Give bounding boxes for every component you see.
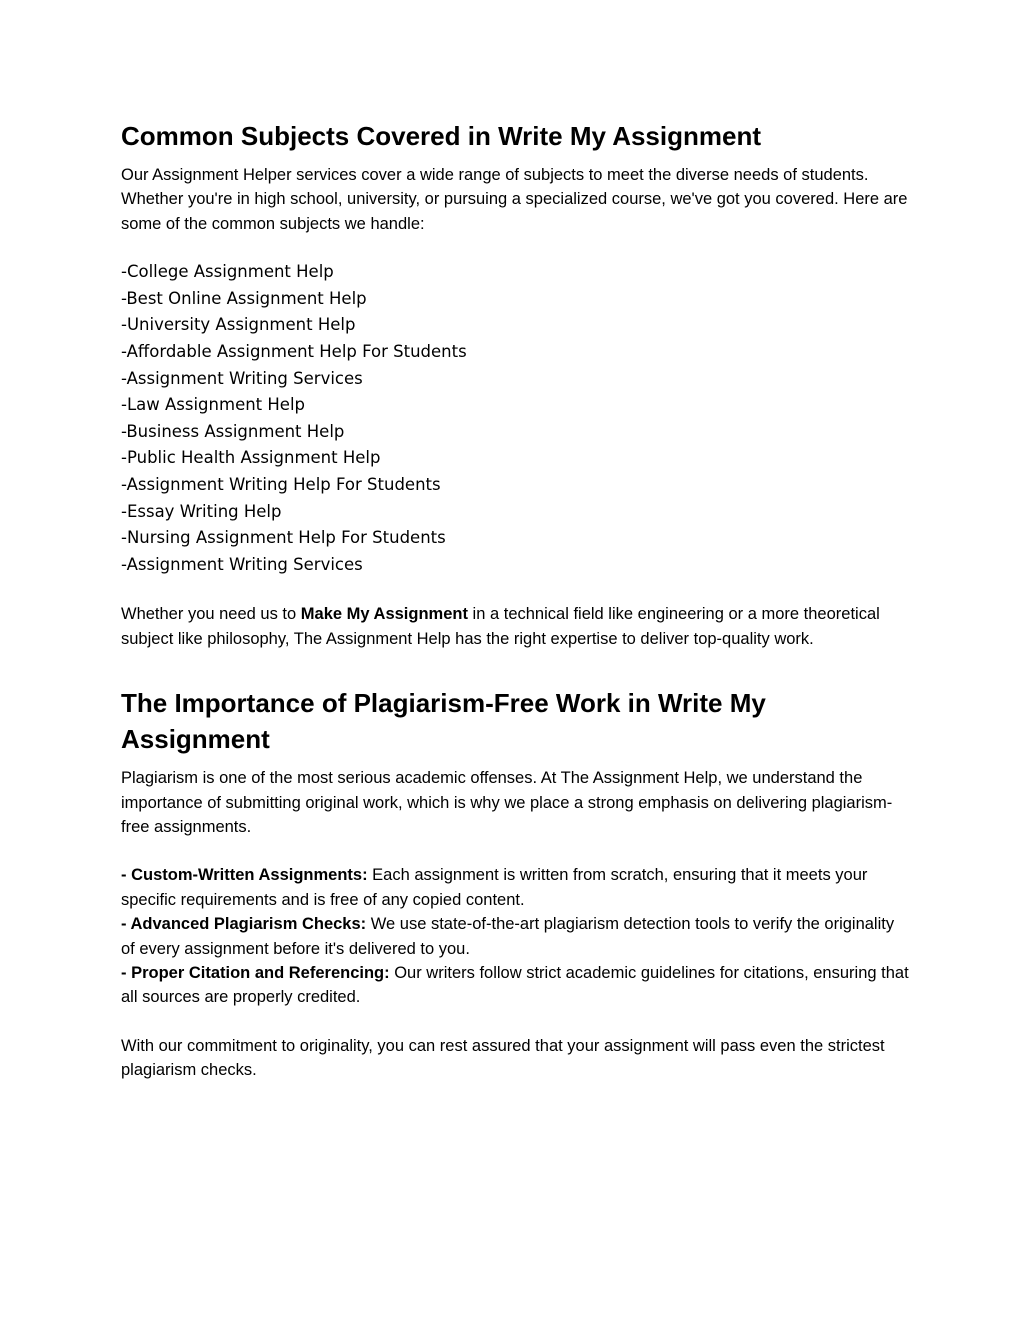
- make-my-assignment-bold: Make My Assignment: [300, 605, 468, 624]
- document-page: [121, 118, 911, 1083]
- section-heading-common-subjects: Common Subjects Covered in Write My Assignment: [121, 121, 761, 151]
- list-item: -Law Assignment Help: [121, 395, 306, 415]
- section-intro-paragraph: Our Assignment Helper services cover a wide range of subjects to meet the diverse needs of students. Whether you're in high school, university, or pursuing a specialized course, we've got you covered. Here are some of the common subjects we handle:: [121, 166, 908, 233]
- point-item: [121, 961, 911, 1010]
- point-item: [121, 912, 911, 961]
- closing-text-end: in a technical field like engineering or a more theoretical subject like philosophy, The Assignment Help has the right expertise to deliver top-quality work.: [121, 605, 880, 648]
- point-text: Our writers follow strict academic guidelines for citations, ensuring that all sources are properly credited.: [121, 964, 909, 1007]
- closing-paragraph: [121, 602, 911, 651]
- list-item: -Assignment Writing Help For Students: [121, 474, 441, 494]
- subjects-list: [121, 259, 911, 578]
- list-item: -Affordable Assignment Help For Students: [121, 342, 467, 361]
- list-item: -Essay Writing Help: [121, 501, 282, 521]
- list-item: -Public Health Assignment Help: [121, 448, 381, 468]
- list-item: -University Assignment Help: [121, 315, 356, 335]
- point-text: We use state-of-the-art plagiarism detection tools to verify the originality of every assignment before it's delivered to you.: [121, 915, 895, 958]
- section-heading-plagiarism: The Importance of Plagiarism-Free Work in Write My Assignment: [121, 688, 766, 755]
- plagiarism-intro-paragraph: Plagiarism is one of the most serious academic offenses. At The Assignment Help, we understand the importance of submitting original work, which is why we place a strong emphasis on delivering plagiarism-free assignments.: [121, 769, 893, 836]
- point-title: - Custom-Written Assignments:: [121, 866, 368, 885]
- point-title: - Proper Citation and Referencing:: [121, 964, 390, 982]
- list-item: -Nursing Assignment Help For Students: [121, 528, 446, 548]
- point-text: Each assignment is written from scratch, ensuring that it meets your specific requirements and is free of any copied content.: [121, 866, 868, 909]
- plagiarism-points: [121, 863, 911, 1009]
- point-title: - Advanced Plagiarism Checks:: [121, 915, 367, 934]
- list-item: -College Assignment Help: [121, 262, 334, 282]
- list-item: -Assignment Writing Services: [121, 368, 363, 388]
- list-item: -Best Online Assignment Help: [121, 288, 367, 308]
- closing-text-start: Whether you need us to: [121, 605, 301, 624]
- originality-closing-paragraph: With our commitment to originality, you can rest assured that your assignment will pass even the strictest plagiarism checks.: [121, 1036, 885, 1080]
- list-item: -Business Assignment Help: [121, 421, 345, 441]
- list-item: -Assignment Writing Services: [121, 554, 363, 574]
- point-item: [121, 863, 911, 912]
